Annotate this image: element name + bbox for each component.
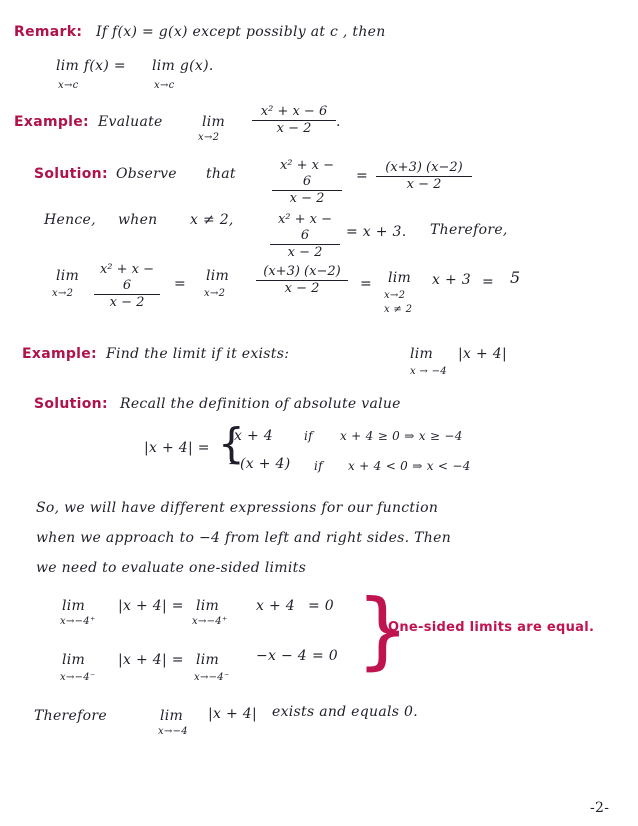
remark-lim-right: lim g(x). (152, 58, 214, 74)
chain-lim3-sub1: x→2 (384, 290, 406, 301)
remark-lim-left: lim f(x) = (56, 58, 126, 74)
solution1-that: that (206, 166, 236, 182)
solution1-rhs-num: (x+3) (x−2) (376, 160, 472, 177)
example2-lim: lim (410, 346, 434, 362)
rlim-sub: x→−4⁺ (60, 616, 96, 627)
solution1-hence-den: x − 2 (287, 245, 323, 260)
abs-lhs: |x + 4| = (144, 440, 210, 456)
solution1-rhs-fraction (376, 160, 472, 193)
solution1-label: Solution: (34, 166, 108, 182)
conc-expr: |x + 4| (208, 706, 257, 722)
solution1-fraction-num: x² + x − 6 (272, 158, 342, 191)
rlim: lim (62, 598, 86, 614)
example1-dot: . (336, 114, 341, 130)
example1-label: Example: (14, 114, 89, 130)
remark-label: Remark: (14, 24, 83, 40)
llim: lim (62, 652, 86, 668)
case2-expr: −(x + 4) (228, 456, 291, 472)
para3: we need to evaluate one-sided limits (36, 560, 307, 576)
example2-expr: |x + 4| (458, 346, 507, 362)
case1-expr: x + 4 (234, 428, 273, 444)
solution1-hence-eq: = x + 3. (346, 224, 407, 240)
remark-lim-right-sub: x→c (154, 80, 175, 91)
solution1-therefore: Therefore, (430, 222, 508, 238)
solution1-rhs-den: x − 2 (406, 177, 442, 192)
example1-numerator: x² + x − 6 (252, 104, 336, 121)
conc-therefore: Therefore (34, 708, 107, 724)
chain-fraction2-num: (x+3) (x−2) (256, 264, 348, 281)
llim-expr2: −x − 4 (256, 648, 307, 664)
chain-fraction2-den: x − 2 (284, 281, 320, 296)
rlim2: lim (196, 598, 220, 614)
chain-lim2: lim (206, 268, 230, 284)
chain-fraction1 (94, 262, 160, 311)
para2: when we approach to −4 from left and right sides. Then (36, 530, 452, 546)
rlim-expr: |x + 4| = (118, 598, 184, 614)
example2-label: Example: (22, 346, 97, 362)
chain-lim1-sub: x→2 (52, 288, 74, 299)
para1: So, we will have different expressions for our function (36, 500, 439, 516)
solution2-label: Solution: (34, 396, 108, 412)
chain-lim1: lim (56, 268, 80, 284)
note-text: One-sided limits are equal. (388, 620, 595, 635)
chain-fraction1-num: x² + x − 6 (94, 262, 160, 295)
note-brace: } (356, 581, 410, 679)
solution1-hence: Hence, (44, 212, 96, 228)
llim-res: = 0 (312, 648, 338, 664)
page-number: -2- (590, 800, 610, 816)
solution1-observe: Observe (116, 166, 177, 182)
solution1-fraction (272, 158, 342, 207)
solution1-hence-fraction (270, 212, 340, 261)
llim-expr: |x + 4| = (118, 652, 184, 668)
llim2-sub: x→−4⁻ (194, 672, 230, 683)
chain-fraction2 (256, 264, 348, 297)
chain-fraction1-den: x − 2 (109, 295, 145, 310)
rlim2-sub: x→−4⁺ (192, 616, 228, 627)
llim-sub: x→−4⁻ (60, 672, 96, 683)
example1-text: Evaluate (98, 114, 163, 130)
solution1-fraction-den: x − 2 (289, 191, 325, 206)
chain-lim3: lim (388, 270, 412, 286)
example1-fraction (252, 104, 336, 137)
case1-cond: x + 4 ≥ 0 ⇒ x ≥ −4 (340, 429, 463, 443)
case-brace: { (218, 419, 245, 468)
solution1-eq: = (356, 168, 369, 184)
solution2-text: Recall the definition of absolute value (120, 396, 401, 412)
example1-denominator: x − 2 (276, 121, 312, 136)
remark-lim-left-sub: x→c (58, 80, 79, 91)
rlim-expr2: x + 4 (256, 598, 295, 614)
conc-lim-sub: x→−4 (158, 726, 188, 737)
case2-cond: x + 4 < 0 ⇒ x < −4 (348, 459, 471, 473)
chain-eq2: = (360, 276, 373, 292)
conc-lim: lim (160, 708, 184, 724)
case2-if: if (314, 459, 323, 473)
llim2: lim (196, 652, 220, 668)
example2-lim-sub: x → −4 (410, 366, 447, 377)
solution1-hence-num: x² + x − 6 (270, 212, 340, 245)
example2-text: Find the limit if it exists: (106, 346, 290, 362)
example1-lim: lim (202, 114, 226, 130)
solution1-neq: x ≠ 2, (190, 212, 234, 228)
chain-eq1: = (174, 276, 187, 292)
chain-eq3: = (482, 274, 495, 290)
chain-expr: x + 3 (432, 272, 471, 288)
conc-text: exists and equals 0. (272, 704, 418, 720)
example1-lim-sub: x→2 (198, 132, 220, 143)
chain-result: 5 (510, 268, 521, 287)
chain-lim3-sub2: x ≠ 2 (384, 304, 413, 315)
rlim-res: = 0 (308, 598, 334, 614)
case1-if: if (304, 429, 313, 443)
solution1-when: when (118, 212, 158, 228)
remark-text: If f(x) = g(x) except possibly at c , then (96, 24, 386, 40)
chain-lim2-sub: x→2 (204, 288, 226, 299)
